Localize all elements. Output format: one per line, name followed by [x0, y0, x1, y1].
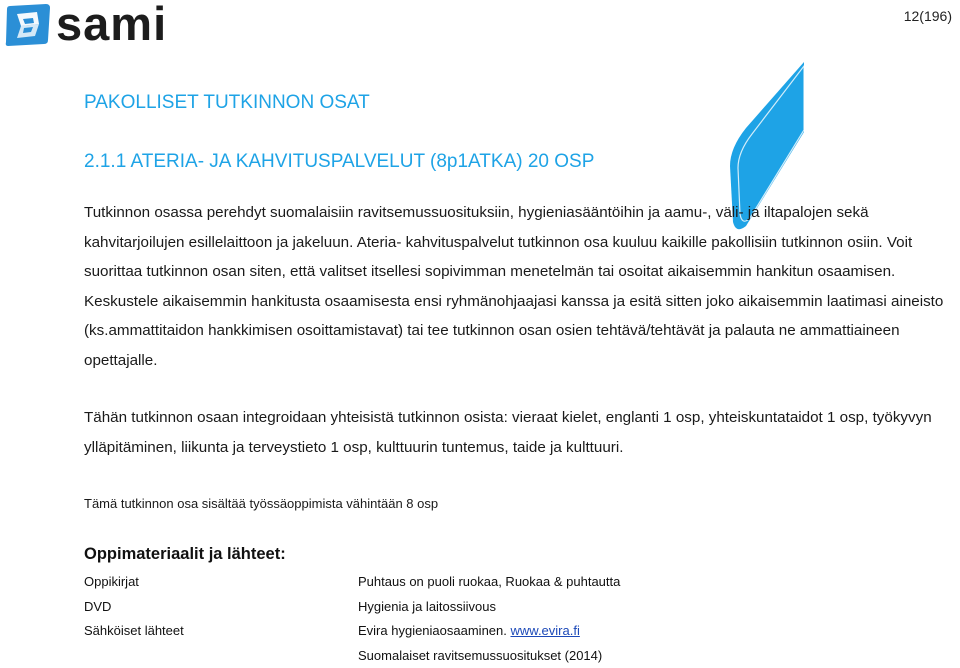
material-type-item: DVD: [84, 595, 184, 620]
integration-paragraph: Tähän tutkinnon osaan integroidaan yhteisistä tutkinnon osista: vieraat kielet, englanti 1 osp, yhteiskuntataidot 1 osp, työkyvyn ylläpitäminen, liikunta ja terveystieto 1 osp, kulttuurin tuntemus, taide ja kulttuuri.: [84, 403, 958, 462]
logo-wordmark: sami: [56, 0, 167, 52]
material-type-item: Sähköiset lähteet: [84, 619, 184, 644]
intro-paragraph: Tutkinnon osassa perehdyt suomalaisiin ravitsemussuosituksiin, hygieniasääntöihin ja aamu-, väli- ja iltapalojen sekä kahvitarjoilujen esillelaittoon ja jakeluun. Ateria- kahvituspalvelut tutkinnon osa kuuluu kaikille pakollisiin tutkinnon osiin. Voit suorittaa tutkinnon osan siten, että valitset itsellesi sopivimman menetelmän tai osoitat aikaisemmin hankitun osaamisen. Keskustele aikaisemmin hankitusta osaamisesta ensi ryhmänohjaajasi kanssa ja esitä sitten joko aikaisemmin laatimasi aineisto (ks.ammattitaidon hankkimisen osoittamistavat) tai tee tutkinnon osan osien tehtävä/tehtävät ja palauta ne ammattiaineen opettajalle.: [84, 198, 958, 375]
source-item: Suomalaiset ravitsemussuositukset (2014): [358, 644, 620, 668]
material-type-item: Oppikirjat: [84, 570, 184, 595]
source-text: Evira hygieniaosaaminen.: [358, 623, 507, 638]
source-item: Hygienia ja laitossiivous: [358, 595, 620, 620]
source-item: Puhtaus on puoli ruokaa, Ruokaa & puhtautta: [358, 570, 620, 595]
materials-heading: Oppimateriaalit ja lähteet:: [84, 545, 286, 564]
page-number: 12(196): [904, 8, 952, 24]
workplace-learning-note: Tämä tutkinnon osa sisältää työssäoppimista vähintään 8 osp: [84, 496, 438, 511]
evira-link[interactable]: www.evira.fi: [511, 623, 580, 638]
section-heading: 2.1.1 ATERIA- JA KAHVITUSPALVELUT (8p1ATKA) 20 OSP: [84, 151, 594, 173]
logo-mark-icon: [4, 2, 52, 48]
source-item-evira: [358, 619, 620, 644]
sami-logo: [4, 2, 184, 48]
page-title: PAKOLLISET TUTKINNON OSAT: [84, 92, 370, 114]
material-sources-list: [358, 570, 620, 668]
material-types-list: [84, 570, 184, 644]
